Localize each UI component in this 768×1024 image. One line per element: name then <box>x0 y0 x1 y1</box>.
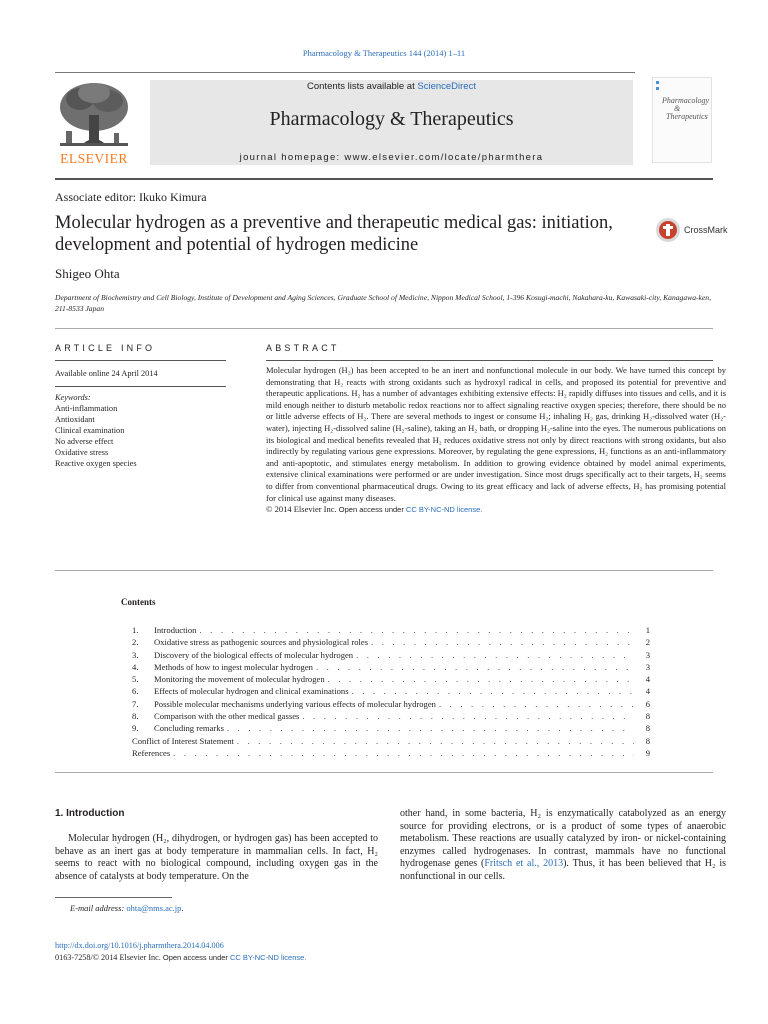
toc-number: 1. <box>132 625 139 635</box>
copyright: © 2014 Elsevier Inc. <box>266 504 337 515</box>
toc-page: 4 <box>645 674 650 685</box>
cover-title-line: Pharmacology <box>662 96 710 105</box>
license-link[interactable]: CC BY-NC-ND license. <box>230 953 307 962</box>
toc-page: 3 <box>645 649 650 660</box>
journal-homepage[interactable]: journal homepage: www.elsevier.com/locate/pharmthera <box>239 152 544 163</box>
divider <box>266 360 713 361</box>
toc-title: Comparison with the other medical gasses <box>154 711 300 722</box>
toc-item[interactable] <box>132 698 650 710</box>
sciencedirect-link[interactable]: ScienceDirect <box>417 81 476 92</box>
toc-item[interactable] <box>132 747 650 759</box>
toc-title: Monitoring the movement of molecular hydrogen <box>154 674 325 685</box>
keyword: Reactive oxygen species <box>55 459 137 468</box>
available-online: Available online 24 April 2014 <box>55 369 158 378</box>
toc-title: Introduction <box>154 625 197 635</box>
toc-title: Discovery of the biological effects of molecular hydrogen <box>154 649 354 660</box>
toc-item[interactable] <box>132 735 650 747</box>
footnote <box>70 903 184 913</box>
toc-page: 8 <box>645 735 650 746</box>
crossmark-icon <box>655 217 681 243</box>
toc-leader <box>371 636 634 648</box>
toc-title: Effects of molecular hydrogen and clinical examinations <box>154 686 349 697</box>
toc-item[interactable] <box>132 710 650 722</box>
toc-number: 3. <box>132 649 139 660</box>
section-heading: 1. Introduction <box>55 808 125 819</box>
toc-number: 7. <box>132 698 139 709</box>
toc-leader <box>356 649 634 661</box>
cover-title-line: & <box>674 104 681 113</box>
toc-item[interactable] <box>132 649 650 661</box>
toc-page: 6 <box>645 698 650 709</box>
toc-item[interactable] <box>132 685 650 697</box>
crossmark-badge[interactable] <box>655 217 728 243</box>
article-info-heading: ARTICLE INFO <box>55 343 156 353</box>
contents-heading: Contents <box>121 597 156 607</box>
issn-line <box>55 953 306 962</box>
email-link[interactable]: ohta@nms.ac.jp <box>126 903 182 913</box>
keywords-label: Keywords: <box>55 393 91 402</box>
body-text: ). Thus, it has been believed that H₂ is nonfunctional in our cells. <box>400 858 726 882</box>
author-name: Shigeo Ohta <box>55 266 120 281</box>
divider <box>55 328 713 329</box>
article-title: Molecular hydrogen as a preventive and therapeutic medical gas: initiation, development and potential of hydrogen medicine <box>55 213 613 255</box>
cover-accent <box>656 87 659 90</box>
toc-item[interactable] <box>132 636 650 648</box>
keyword: Clinical examination <box>55 426 125 435</box>
toc-number: 8. <box>132 711 139 722</box>
cover-title-line: Therapeutics <box>666 112 708 121</box>
cover-accent <box>656 81 659 84</box>
footnote-end: . <box>181 903 184 913</box>
footnote-label: E-mail address: <box>70 903 127 913</box>
issn: 0163-7258/© 2014 Elsevier Inc. <box>55 953 161 962</box>
running-head[interactable]: Pharmacology & Therapeutics 144 (2014) 1–11 <box>302 48 466 58</box>
toc-page: 8 <box>645 711 650 722</box>
toc-number: 2. <box>132 637 139 648</box>
toc-title: Possible molecular mechanisms underlying various effects of molecular hydrogen <box>154 698 436 709</box>
toc-page: 8 <box>645 723 650 734</box>
toc-title: Concluding remarks <box>154 723 224 734</box>
body-text: other hand, in some bacteria, H₂ is enzymatically catabolyzed as an energy source for providing electrons, or is a product of some types of anaerobic metabolism. These reactions are usually catalyzed by iron- or nickel-containing enzymes called hydrogenases. In contrast, mammals have no functional hydrogenase genes ( <box>400 808 726 870</box>
elsevier-logo[interactable] <box>54 79 134 169</box>
toc-leader <box>328 673 634 685</box>
toc-item[interactable] <box>132 673 650 685</box>
abstract-copyright-line <box>266 504 726 516</box>
toc-leader <box>302 710 634 722</box>
toc-leader <box>237 735 634 747</box>
toc-leader <box>352 685 634 697</box>
crossmark-label: CrossMark <box>684 225 728 235</box>
abstract-body: Molecular hydrogen (H₂) has been accepted to be an inert and nonfunctional molecule in our body. We have turned this concept by demonstrating that H₂ reacts with strong oxidants such as hydroxyl radical in cells, and proposed its potential for preventive and therapeutic applications. H₂ has a number of advantages exhibiting extensive effects: H₂ rapidly diffuses into tissues and cells, and it is mild enough neither to disturb metabolic redox reactions nor to affect signaling reactive oxygen species; therefore, there should be no or little adverse effects of H₂. There are several methods to ingest or consume H₂; inhaling H₂ gas, drinking H₂-dissolved water (H₂-water), injecting H₂-dissolved saline (H₂-saline), taking an H₂ bath, or dropping H₂-saline into the eyes. The numerous publications on its biological and medical benefits revealed that H₂ reduces oxidative stress not only by direct reactions with strong oxidants, but also indirectly by regulating various gene expressions. Moreover, by regulating the gene expressions, H₂ functions as an anti-inflammatory and anti-apoptotic, and stimulates energy metabolism. In addition to growing evidence obtained by model animal experiments, extensive clinical examinations were performed or are under investigation. Since most drugs specifically act to their targets, H₂ seems to differ from conventional pharmaceutical drugs. Owing to its great efficacy and lack of adverse effects, H₂ has promising potential for clinical use against many diseases. <box>266 365 726 503</box>
keyword: Anti-inflammation <box>55 404 118 413</box>
abstract-heading: ABSTRACT <box>266 343 340 353</box>
author-affiliation: Department of Biochemistry and Cell Biology, Institute of Development and Aging Sciences, Graduate School of Medicine, Nippon Medical School, 1-396 Kosugi-machi, Nakahara-ku, Kawasaki-city, Kanagawa-ken, 211-8533 Japan <box>55 293 711 313</box>
table-of-contents <box>132 624 650 759</box>
keyword: Antioxidant <box>55 415 95 424</box>
divider <box>55 72 635 73</box>
toc-title: References <box>132 747 171 758</box>
keyword: No adverse effect <box>55 437 114 446</box>
citation-link[interactable]: Fritsch et al., 2013 <box>484 858 564 870</box>
toc-page: 3 <box>645 661 650 672</box>
toc-leader <box>227 722 634 734</box>
publisher-wordmark: ELSEVIER <box>60 151 128 166</box>
divider <box>55 386 226 387</box>
footnote-divider <box>55 897 172 898</box>
toc-leader <box>316 661 634 673</box>
contents-prefix: Contents lists available at <box>307 81 418 92</box>
toc-title: Oxidative stress as pathogenic sources and physiological roles <box>154 637 369 648</box>
journal-name: Pharmacology & Therapeutics <box>269 108 514 130</box>
toc-number: 4. <box>132 661 139 672</box>
toc-number: 9. <box>132 723 139 734</box>
keyword: Oxidative stress <box>55 448 109 457</box>
body-column-left: Molecular hydrogen (H₂, dihydrogen, or hydrogen gas) has been accepted to behave as an inert gas at body temperature in mammalian cells. In fact, H₂ seems to react with no biological compound, including oxygen gas in the absence of catalysts at body temperature. On the <box>55 833 378 882</box>
open-access-prefix: Open access under <box>162 953 230 962</box>
contents-available-line <box>150 81 633 92</box>
toc-number: 6. <box>132 686 139 697</box>
toc-page: 1 <box>645 625 650 635</box>
keywords-block <box>55 392 137 469</box>
toc-item[interactable] <box>132 722 650 734</box>
body-column-right <box>400 808 726 884</box>
toc-leader <box>199 624 634 636</box>
divider <box>55 178 713 180</box>
toc-item[interactable] <box>132 624 650 636</box>
associate-editor: Associate editor: Ikuko Kimura <box>55 190 207 204</box>
divider <box>55 772 713 773</box>
divider <box>55 360 226 361</box>
toc-leader <box>173 747 634 759</box>
license-link[interactable]: CC BY-NC-ND license. <box>405 505 483 515</box>
toc-page: 2 <box>645 637 650 648</box>
doi-link[interactable]: http://dx.doi.org/10.1016/j.pharmthera.2014.04.006 <box>55 941 224 950</box>
toc-page: 4 <box>645 686 650 697</box>
toc-number: 5. <box>132 674 139 685</box>
toc-title: Conflict of Interest Statement <box>132 735 234 746</box>
toc-page: 9 <box>645 747 650 758</box>
toc-item[interactable] <box>132 661 650 673</box>
abstract-body-block <box>266 365 726 516</box>
cover-title <box>662 97 712 121</box>
divider <box>55 570 713 571</box>
toc-title: Methods of how to ingest molecular hydrogen <box>154 661 313 672</box>
open-access-prefix: Open access under <box>338 505 406 515</box>
toc-leader <box>439 698 634 710</box>
